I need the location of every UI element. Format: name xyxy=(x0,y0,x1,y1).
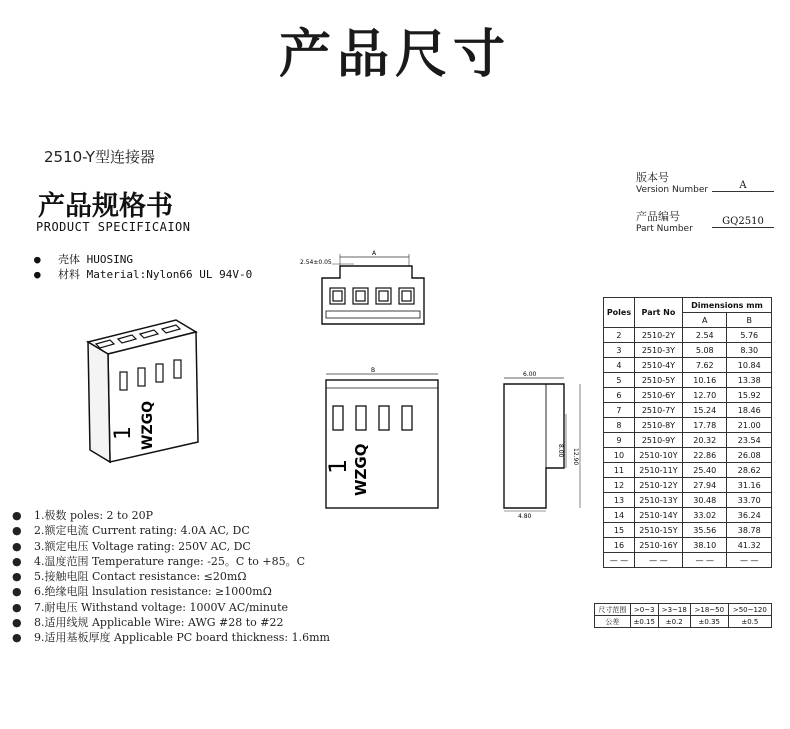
tolerance-value-row xyxy=(595,616,772,628)
property-text: 3.额定电压 Voltage rating: 250V AC, DC xyxy=(34,539,251,553)
property-text: 9.适用基板厚度 Applicable PC board thickness: 1.6mm xyxy=(34,631,330,645)
table-cell: 36.24 xyxy=(727,508,772,523)
property-row: ● 7.耐电压 Withstand voltage: 1000V AC/minute xyxy=(12,600,289,614)
table-row xyxy=(604,538,772,553)
table-row xyxy=(604,403,772,418)
table-cell: 15.92 xyxy=(727,388,772,403)
table-cell: 30.48 xyxy=(682,493,726,508)
table-cell: 13 xyxy=(604,493,635,508)
table-cell: 5 xyxy=(604,373,635,388)
table-cell: 2510-12Y xyxy=(634,478,682,493)
property-text: 8.适用线规 Applicable Wire: AWG #28 to #22 xyxy=(34,616,284,630)
property-row: ● 6.绝缘电阻 lnsulation resistance: ≥1000mΩ xyxy=(12,585,272,599)
table-cell: 2510-7Y xyxy=(634,403,682,418)
table-row xyxy=(604,418,772,433)
table-cell: >50~120 xyxy=(728,604,771,616)
table-cell: 17.78 xyxy=(682,418,726,433)
table-cell: 33.70 xyxy=(727,493,772,508)
table-cell: 15.24 xyxy=(682,403,726,418)
table-cell: 2510-11Y xyxy=(634,463,682,478)
table-cell: 14 xyxy=(604,508,635,523)
brand-mark: WZGQ xyxy=(352,443,370,496)
table-cell: 2510-3Y xyxy=(634,343,682,358)
table-cell: 5.08 xyxy=(682,343,726,358)
tolerance-table xyxy=(594,603,772,628)
table-cell: 21.00 xyxy=(727,418,772,433)
pitch-label: 2.54±0.05 xyxy=(300,259,332,266)
property-row: ● 4.温度范围 Temperature range: -25。C to +85。C xyxy=(12,554,306,568)
table-row xyxy=(604,508,772,523)
col-dimensions: Dimensions mm xyxy=(682,298,771,313)
bullet-housing: ● 壳体 HUOSING xyxy=(34,253,133,266)
table-cell: 12.70 xyxy=(682,388,726,403)
table-cell: 15 xyxy=(604,523,635,538)
table-cell: ±0.15 xyxy=(630,616,658,628)
table-cell: 2510-15Y xyxy=(634,523,682,538)
table-cell: — — xyxy=(604,553,635,568)
spec-subtitle: PRODUCT SPECIFICAION xyxy=(36,220,191,234)
property-row: ● 1.极数 poles: 2 to 20P xyxy=(12,509,153,522)
dim-w-label: 4.80 xyxy=(518,513,532,518)
col-a: A xyxy=(682,313,726,328)
property-row: ● 5.接触电阻 Contact resistance: ≤20mΩ xyxy=(12,570,247,584)
connector-3d-drawing xyxy=(78,312,213,477)
table-cell: 2510-2Y xyxy=(634,328,682,343)
pin-mark: 1 xyxy=(324,458,352,474)
property-row: ● 9.适用基板厚度 Applicable PC board thickness: 1.6mm xyxy=(12,631,330,645)
table-row xyxy=(604,328,772,343)
table-cell: 35.56 xyxy=(682,523,726,538)
table-cell: 2 xyxy=(604,328,635,343)
table-cell: 2510-13Y xyxy=(634,493,682,508)
version-label xyxy=(636,172,708,196)
table-cell: 31.16 xyxy=(727,478,772,493)
tolerance-range-row xyxy=(595,604,772,616)
dim-h1-label: 8.00 xyxy=(557,444,564,458)
table-cell: 18.46 xyxy=(727,403,772,418)
pin-mark: 1 xyxy=(111,426,136,440)
table-cell: 33.02 xyxy=(682,508,726,523)
table-cell: 26.08 xyxy=(727,448,772,463)
table-cell: >3~18 xyxy=(658,604,690,616)
table-row xyxy=(604,523,772,538)
table-cell: 10.84 xyxy=(727,358,772,373)
table-cell: 5.76 xyxy=(727,328,772,343)
dim-b-label: B xyxy=(371,367,376,374)
table-cell: 38.78 xyxy=(727,523,772,538)
table-cell: 6 xyxy=(604,388,635,403)
table-cell: 23.54 xyxy=(727,433,772,448)
side-view-drawing xyxy=(496,368,586,518)
table-cell: 2510-10Y xyxy=(634,448,682,463)
part-value: GQ2510 xyxy=(712,216,774,228)
table-row xyxy=(604,463,772,478)
col-b: B xyxy=(727,313,772,328)
table-cell: 2510-14Y xyxy=(634,508,682,523)
table-row xyxy=(604,358,772,373)
table-cell: 12 xyxy=(604,478,635,493)
table-cell: 2510-4Y xyxy=(634,358,682,373)
dim-h2-label: 12.90 xyxy=(572,448,579,466)
bullet-text: 材料 Material:Nylon66 UL 94V-0 xyxy=(58,268,253,281)
table-cell: 2.54 xyxy=(682,328,726,343)
table-cell: — — xyxy=(682,553,726,568)
table-cell: 9 xyxy=(604,433,635,448)
property-text: 5.接触电阻 Contact resistance: ≤20mΩ xyxy=(34,570,247,584)
table-cell: 13.38 xyxy=(727,373,772,388)
table-cell: 25.40 xyxy=(682,463,726,478)
properties-list xyxy=(12,508,330,646)
dim-depth-label: 6.00 xyxy=(523,371,537,378)
table-cell: >18~50 xyxy=(690,604,728,616)
table-row xyxy=(604,478,772,493)
table-cell: 41.32 xyxy=(727,538,772,553)
table-cell: 2510-16Y xyxy=(634,538,682,553)
table-cell: 2510-9Y xyxy=(634,433,682,448)
property-row: ● 3.额定电压 Voltage rating: 250V AC, DC xyxy=(12,539,251,553)
version-label-cn: 版本号 xyxy=(636,171,669,184)
table-cell: 4 xyxy=(604,358,635,373)
model-name: 2510-Y型连接器 xyxy=(44,148,155,166)
table-cell: 2510-6Y xyxy=(634,388,682,403)
dimensions-table xyxy=(603,297,772,568)
col-poles: Poles xyxy=(604,298,635,328)
table-row xyxy=(604,388,772,403)
table-cell: 8.30 xyxy=(727,343,772,358)
front-view-drawing xyxy=(316,366,456,510)
table-cell: — — xyxy=(634,553,682,568)
dim-a-label: A xyxy=(372,250,377,257)
table-cell: 7.62 xyxy=(682,358,726,373)
table-row xyxy=(604,373,772,388)
table-cell: 8 xyxy=(604,418,635,433)
table-cell: 20.32 xyxy=(682,433,726,448)
table-row xyxy=(604,343,772,358)
bullet-material: ● 材料 Material:Nylon66 UL 94V-0 xyxy=(34,268,253,281)
table-cell: >0~3 xyxy=(630,604,658,616)
table-cell: 公差 xyxy=(595,616,631,628)
part-label xyxy=(636,211,693,235)
table-cell: 16 xyxy=(604,538,635,553)
table-cell: ±0.5 xyxy=(728,616,771,628)
property-text: 6.绝缘电阻 lnsulation resistance: ≥1000mΩ xyxy=(34,585,272,599)
table-cell: ±0.35 xyxy=(690,616,728,628)
bullet-text: 壳体 HUOSING xyxy=(58,253,133,266)
table-row xyxy=(604,553,772,568)
version-value: A xyxy=(712,180,774,192)
property-text: 4.温度范围 Temperature range: -25。C to +85。C xyxy=(34,554,306,568)
table-cell: — — xyxy=(727,553,772,568)
table-cell: 2510-5Y xyxy=(634,373,682,388)
table-cell: 11 xyxy=(604,463,635,478)
table-cell: 22.86 xyxy=(682,448,726,463)
property-row: ● 8.适用线规 Applicable Wire: AWG #28 to #22 xyxy=(12,616,284,630)
property-row: ● 2.额定电流 Current rating: 4.0A AC, DC xyxy=(12,524,250,538)
table-row xyxy=(604,448,772,463)
part-label-en: Part Number xyxy=(636,224,693,234)
table-cell: 38.10 xyxy=(682,538,726,553)
property-text: 1.极数 poles: 2 to 20P xyxy=(34,509,153,522)
table-cell: 2510-8Y xyxy=(634,418,682,433)
property-text: 7.耐电压 Withstand voltage: 1000V AC/minute xyxy=(34,600,289,614)
table-row xyxy=(604,493,772,508)
table-cell: 27.94 xyxy=(682,478,726,493)
brand-mark: WZGQ xyxy=(140,401,156,450)
table-cell: 10.16 xyxy=(682,373,726,388)
table-cell: 28.62 xyxy=(727,463,772,478)
table-cell: ±0.2 xyxy=(658,616,690,628)
part-label-cn: 产品编号 xyxy=(636,210,680,223)
version-label-en: Version Number xyxy=(636,185,709,195)
top-view-drawing xyxy=(296,248,446,332)
table-cell: 7 xyxy=(604,403,635,418)
property-text: 2.额定电流 Current rating: 4.0A AC, DC xyxy=(34,524,250,538)
table-row xyxy=(604,433,772,448)
spec-title: 产品规格书 xyxy=(38,191,173,222)
table-cell: 10 xyxy=(604,448,635,463)
table-cell: 尺寸范围 xyxy=(595,604,631,616)
table-cell: 3 xyxy=(604,343,635,358)
col-part-no: Part No xyxy=(634,298,682,328)
banner-title: 产品尺寸 xyxy=(278,25,511,85)
